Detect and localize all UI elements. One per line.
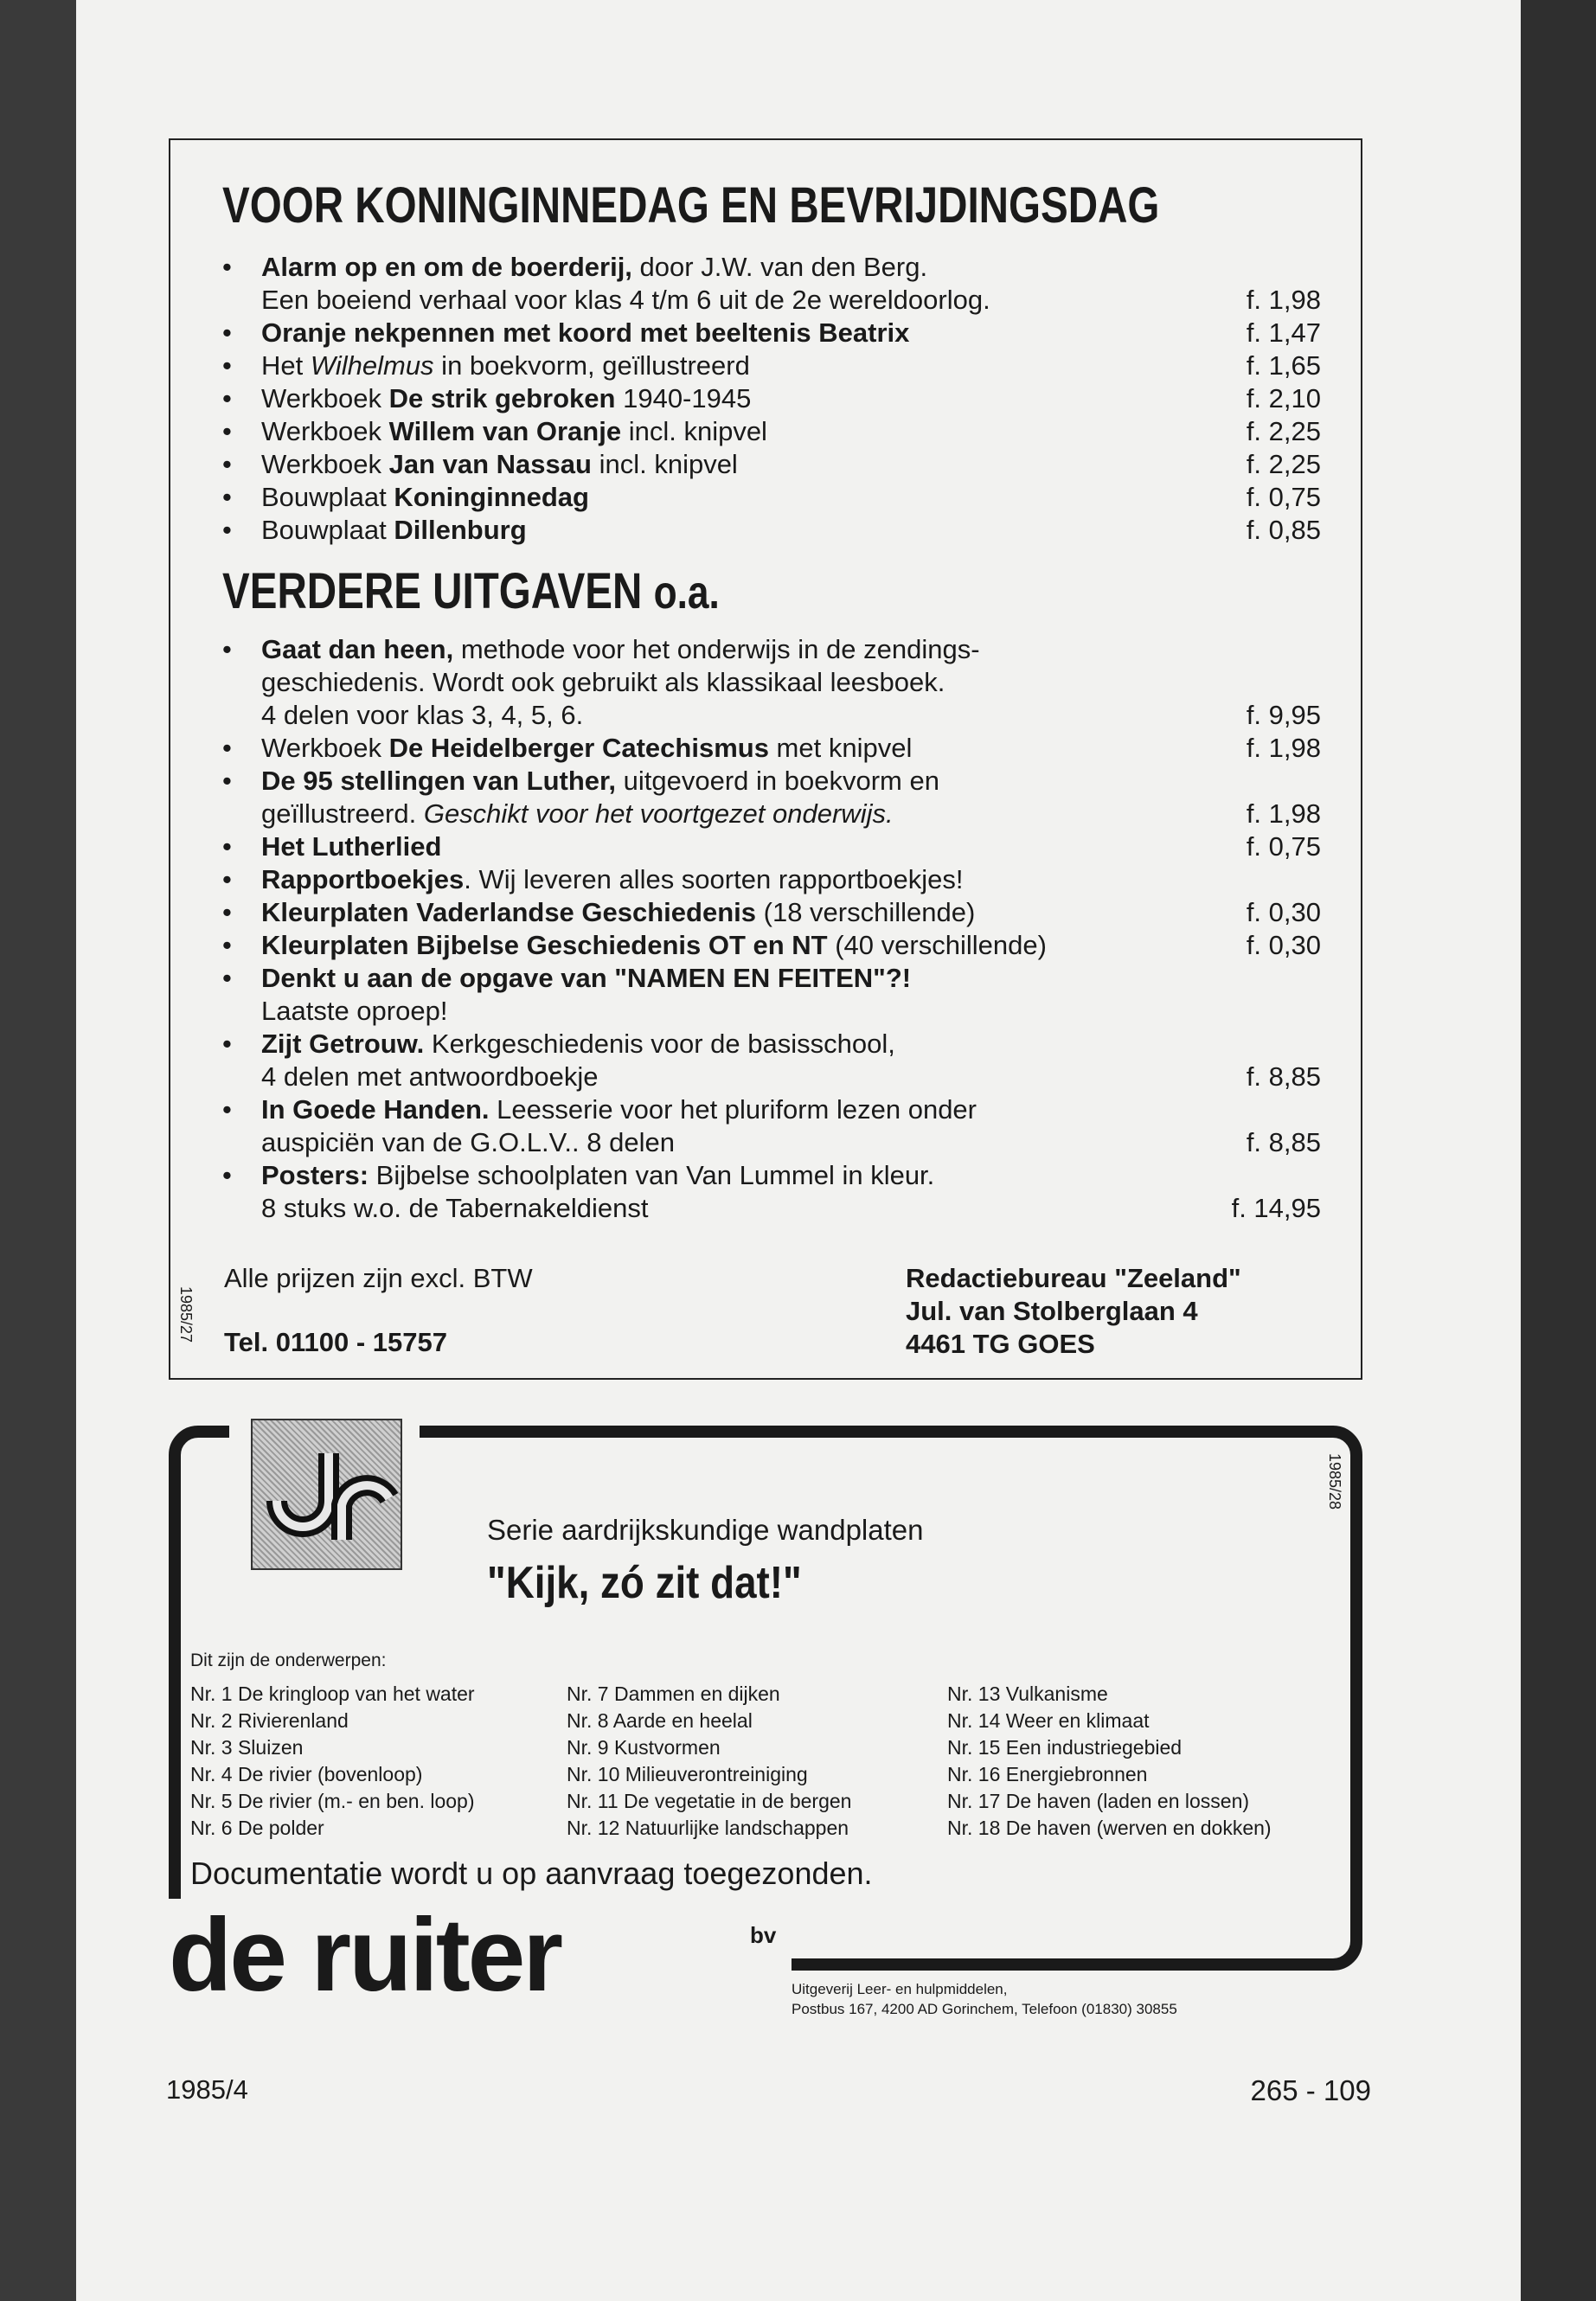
item-price: f. 1,47 [1246,317,1321,348]
item-price: f. 0,75 [1246,831,1321,862]
item-prefix: Werkboek [261,383,389,413]
series-subtitle: Serie aardrijkskundige wandplaten [487,1514,924,1546]
item-prefix: Het [261,350,311,381]
item-title: De Heidelberger Catechismus [388,733,769,763]
scan-edge [1521,0,1596,2301]
bullet-icon: • [222,733,232,763]
topic-item: Nr. 11 De vegetatie in de bergen [567,1790,852,1812]
item-description: met knipvel [768,733,913,763]
item-title: Koninginnedag [394,482,589,512]
item-title-italic: Wilhelmus [310,350,434,381]
bullet-icon: • [222,930,232,960]
item-text [261,962,1187,1028]
item-text [261,633,1187,732]
list-item [222,251,1321,317]
item-text [261,382,1187,415]
item-title: Zijt Getrouw. [261,1029,425,1059]
list-item [222,481,1321,514]
item-text [261,514,1187,547]
heading-verdere-uitgaven-suffix: o.a. [653,567,720,619]
address-line-3: 4461 TG GOES [906,1329,1095,1359]
bullet-icon: • [222,416,232,446]
item-text [261,929,1187,962]
item-description: uitgevoerd in boekvorm en [616,766,939,796]
item-title: Denkt u aan de opgave van "NAMEN EN FEITEN"?! [261,963,912,993]
address-line-1: Redactiebureau "Zeeland" [906,1263,1241,1293]
heading-verdere-uitgaven [222,562,720,620]
item-title: Jan van Nassau [388,449,592,479]
advertisement-de-ruiter [169,1419,1371,2017]
item-price: f. 9,95 [1246,700,1321,730]
item-prefix: Werkboek [261,733,389,763]
bullet-icon: • [222,897,232,927]
item-title: Kleurplaten Vaderlandse Geschiedenis [261,897,757,927]
issue-number: 1985/4 [166,2074,248,2105]
dr-logo-icon [251,1419,402,1570]
item-text [261,481,1187,514]
item-description-line-2: 8 stuks w.o. de Tabernakeldienst [261,1193,649,1223]
list-item [222,349,1321,382]
vat-note: Alle prijzen zijn excl. BTW [224,1263,533,1293]
item-description: 1940-1945 [615,383,752,413]
topic-item: Nr. 17 De haven (laden en lossen) [947,1790,1250,1812]
item-title: Posters: [261,1160,369,1190]
topics-label: Dit zijn de onderwerpen: [190,1650,387,1670]
item-description: methode voor het onderwijs in de zendings- [453,634,980,664]
item-text [261,1028,1187,1093]
item-text [261,317,1187,349]
item-title: Willem van Oranje [388,416,622,446]
item-text [261,1093,1187,1159]
bullet-icon: • [222,252,232,282]
item-prefix: Werkboek [261,416,389,446]
item-description: door J.W. van den Berg. [631,252,928,282]
bullet-icon: • [222,634,232,664]
item-description-line-2: auspiciën van de G.O.L.V.. 8 delen [261,1127,675,1157]
item-price: f. 0,30 [1246,897,1321,927]
topic-item: Nr. 6 De polder [190,1817,324,1839]
topic-item: Nr. 9 Kustvormen [567,1736,721,1759]
item-prefix: Bouwplaat [261,482,394,512]
item-description-line-2: 4 delen met antwoordboekje [261,1061,599,1092]
item-title: Rapportboekjes [261,864,465,894]
item-text [261,251,1187,317]
item-prefix: Bouwplaat [261,515,394,545]
ad-code-2: 1985/28 [1326,1453,1343,1510]
item-text [261,415,1187,448]
list-item [222,863,1321,896]
list-item [222,1159,1321,1225]
item-price: f. 14,95 [1231,1193,1321,1223]
item-prefix: Werkboek [261,449,389,479]
publisher-line-2: Postbus 167, 4200 AD Gorinchem, Telefoon (01830) 30855 [792,2001,1177,2017]
bullet-icon: • [222,317,232,348]
topics-column-3 [947,1681,1272,1842]
bullet-icon: • [222,350,232,381]
item-title: Alarm op en om de boerderij, [261,252,632,282]
item-price: f. 1,98 [1246,798,1321,829]
item-title: Gaat dan heen, [261,634,454,664]
topic-item: Nr. 3 Sluizen [190,1736,304,1759]
topics-column-2 [567,1681,851,1842]
item-description: incl. knipvel [621,416,767,446]
advertisement-zeeland [169,138,1362,1380]
phone-number: Tel. 01100 - 15757 [224,1327,447,1357]
topic-item: Nr. 13 Vulkanisme [947,1682,1108,1705]
topic-item: Nr. 7 Dammen en dijken [567,1682,780,1705]
heading-koninginnedag: VOOR KONINGINNEDAG EN BEVRIJDINGSDAG [222,177,1160,234]
topic-item: Nr. 5 De rivier (m.- en ben. loop) [190,1790,475,1812]
brand-logo-de-ruiter: de ruiter [169,1903,569,2007]
item-description-line-2: Laatste oproep! [261,996,448,1026]
series-title: "Kijk, zó zit dat!" [487,1558,802,1608]
topic-item: Nr. 16 Energiebronnen [947,1763,1148,1785]
list-item [222,830,1321,863]
item-description-line-3: 4 delen voor klas 3, 4, 5, 6. [261,700,584,730]
bullet-icon: • [222,831,232,862]
topic-item: Nr. 10 Milieuverontreiniging [567,1763,808,1785]
page-number: 265 - 109 [1250,2074,1371,2106]
list-item [222,633,1321,732]
bullet-icon: • [222,515,232,545]
item-title: Kleurplaten Bijbelse Geschiedenis OT en NT [261,930,828,960]
list-item [222,514,1321,547]
list-item [222,382,1321,415]
item-price: f. 0,85 [1246,515,1321,545]
item-text [261,732,1187,765]
item-text [261,896,1187,929]
topic-item: Nr. 8 Aarde en heelal [567,1709,753,1732]
item-description: . Wij leveren alles soorten rapportboekjes! [464,864,964,894]
item-description: (18 verschillende) [756,897,976,927]
heading-verdere-uitgaven-text: VERDERE UITGAVEN [222,563,643,619]
item-title: Het Lutherlied [261,831,442,862]
bullet-icon: • [222,383,232,413]
item-text [261,830,1187,863]
item-text [261,863,1187,896]
item-price: f. 8,85 [1246,1061,1321,1092]
item-title: De strik gebroken [388,383,616,413]
item-description: Leesserie voor het pluriform lezen onder [489,1094,977,1125]
item-text [261,765,1187,830]
item-price: f. 1,98 [1246,285,1321,315]
item-description: in boekvorm, geïllustreerd [433,350,750,381]
bullet-icon: • [222,1094,232,1125]
item-price: f. 2,10 [1246,383,1321,413]
item-description: Bijbelse schoolplaten van Van Lummel in kleur. [369,1160,935,1190]
list-item [222,929,1321,962]
item-description: incl. knipvel [591,449,738,479]
topic-item: Nr. 12 Natuurlijke landschappen [567,1817,849,1839]
topics-column-1 [190,1681,475,1842]
list-item [222,732,1321,765]
topic-item: Nr. 15 Een industriegebied [947,1736,1183,1759]
item-price: f. 1,98 [1246,733,1321,763]
item-price: f. 2,25 [1246,449,1321,479]
item-description-line-2: geschiedenis. Wordt ook gebruikt als klassikaal leesboek. [261,667,945,697]
list-item [222,317,1321,349]
topic-item: Nr. 2 Rivierenland [190,1709,349,1732]
address-line-2: Jul. van Stolberglaan 4 [906,1296,1198,1326]
list-item [222,448,1321,481]
list-item [222,1093,1321,1159]
item-title: De 95 stellingen van Luther, [261,766,617,796]
item-description: (40 verschillende) [827,930,1047,960]
item-description-line-2: geïllustreerd. [261,798,424,829]
publisher-line-1: Uitgeverij Leer- en hulpmiddelen, [792,1981,1008,1997]
topic-item: Nr. 1 De kringloop van het water [190,1682,475,1705]
item-price: f. 8,85 [1246,1127,1321,1157]
item-title: Oranje nekpennen met koord met beeltenis Beatrix [261,317,910,348]
list-item [222,765,1321,830]
item-description: Kerkgeschiedenis voor de basisschool, [424,1029,895,1059]
item-text [261,349,1187,382]
item-price: f. 2,25 [1246,416,1321,446]
bullet-icon: • [222,1029,232,1059]
item-text [261,448,1187,481]
bullet-icon: • [222,864,232,894]
item-text [261,1159,1187,1225]
list-item [222,962,1321,1028]
item-description-italic: Geschikt voor het voortgezet onderwijs. [423,798,894,829]
item-price: f. 0,30 [1246,930,1321,960]
item-title: In Goede Handen. [261,1094,490,1125]
item-description-line-2: Een boeiend verhaal voor klas 4 t/m 6 uit de 2e wereldoorlog. [261,285,990,315]
topic-item: Nr. 4 De rivier (bovenloop) [190,1763,423,1785]
topic-item: Nr. 14 Weer en klimaat [947,1709,1150,1732]
topic-item: Nr. 18 De haven (werven en dokken) [947,1817,1272,1839]
list-item [222,1028,1321,1093]
ad-code-1: 1985/27 [177,1286,195,1343]
item-price: f. 0,75 [1246,482,1321,512]
bullet-icon: • [222,1160,232,1190]
item-title: Dillenburg [394,515,527,545]
list-item [222,896,1321,929]
bullet-icon: • [222,449,232,479]
bullet-icon: • [222,766,232,796]
item-price: f. 1,65 [1246,350,1321,381]
bullet-icon: • [222,482,232,512]
documentation-note: Documentatie wordt u op aanvraag toegezonden. [190,1856,873,1891]
list-item [222,415,1321,448]
brand-bv: bv [750,1922,777,1948]
bullet-icon: • [222,963,232,993]
